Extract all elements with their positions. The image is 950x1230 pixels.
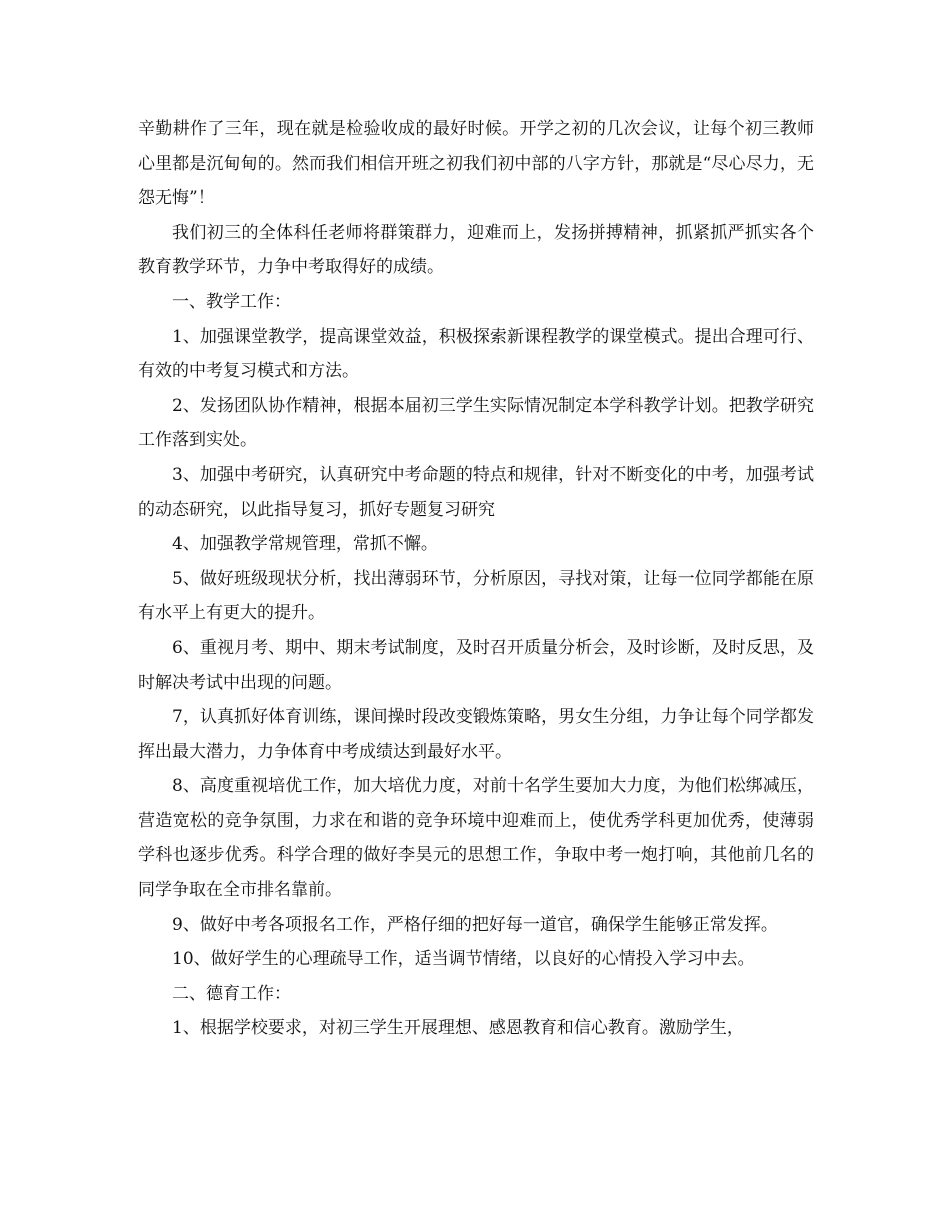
section-heading-moral-education: 二、德育工作： <box>172 983 291 1004</box>
moral-education-item-1: 1、根据学校要求，对初三学生开展理想、感恩教育和信心教育。激励学生， <box>172 1018 744 1039</box>
paragraph-intro: 辛勤耕作了三年，现在就是检验收成的最好时候。开学之初的几次会议，让每个初三教师心里都是沉甸甸的。然而我们相信开班之初我们初中部的八字方针，那就是“尽心尽力，无怨无悔”！ <box>138 119 814 209</box>
teaching-item-4: 4、加强教学常规管理，常抓不懈。 <box>172 534 438 555</box>
teaching-item-5: 5、做好班级现状分析，找出薄弱环节，分析原因，寻找对策，让每一位同学都能在原有水平上有更大的提升。 <box>138 568 814 624</box>
teaching-item-3: 3、加强中考研究，认真研究中考命题的特点和规律，针对不断变化的中考，加强考试的动态研究，以此指导复习，抓好专题复习研究 <box>138 464 814 520</box>
teaching-item-10: 10、做好学生的心理疏导工作，适当调节情绪，以良好的心情投入学习中去。 <box>172 949 755 970</box>
paragraph-commitment: 我们初三的全体科任老师将群策群力，迎难而上，发扬拼搏精神，抓紧抓严抓实各个教育教学环节，力争中考取得好的成绩。 <box>138 222 814 278</box>
teaching-item-1: 1、加强课堂教学，提高课堂效益，积极探索新课程教学的课堂模式。提出合理可行、有效的中考复习模式和方法。 <box>138 326 814 382</box>
teaching-item-7: 7，认真抓好体育训练，课间操时段改变锻炼策略，男女生分组，力争让每个同学都发挥出最大潜力，力争体育中考成绩达到最好水平。 <box>138 707 814 762</box>
document-body <box>138 112 814 1046</box>
section-heading-teaching: 一、教学工作： <box>172 291 291 312</box>
teaching-item-6: 6、重视月考、期中、期末考试制度，及时召开质量分析会，及时诊断，及时反思，及时解决考试中出现的问题。 <box>138 637 814 693</box>
teaching-item-9: 9、做好中考各项报名工作，严格仔细的把好每一道官，确保学生能够正常发挥。 <box>172 914 778 935</box>
teaching-item-2: 2、发扬团队协作精神，根据本届初三学生实际情况制定本学科教学计划。把教学研究工作落到实处。 <box>138 395 814 451</box>
teaching-item-8: 8、高度重视培优工作，加大培优力度，对前十名学生要加大力度，为他们松绑减压，营造宽松的竞争氛围，力求在和谐的竞争环境中迎难而上，使优秀学科更加优秀，使薄弱学科也逐步优秀。科学合理的做好李昊元的思想工作，争取中考一炮打响，其他前几名的同学争取在全市排名靠前。 <box>138 776 814 901</box>
